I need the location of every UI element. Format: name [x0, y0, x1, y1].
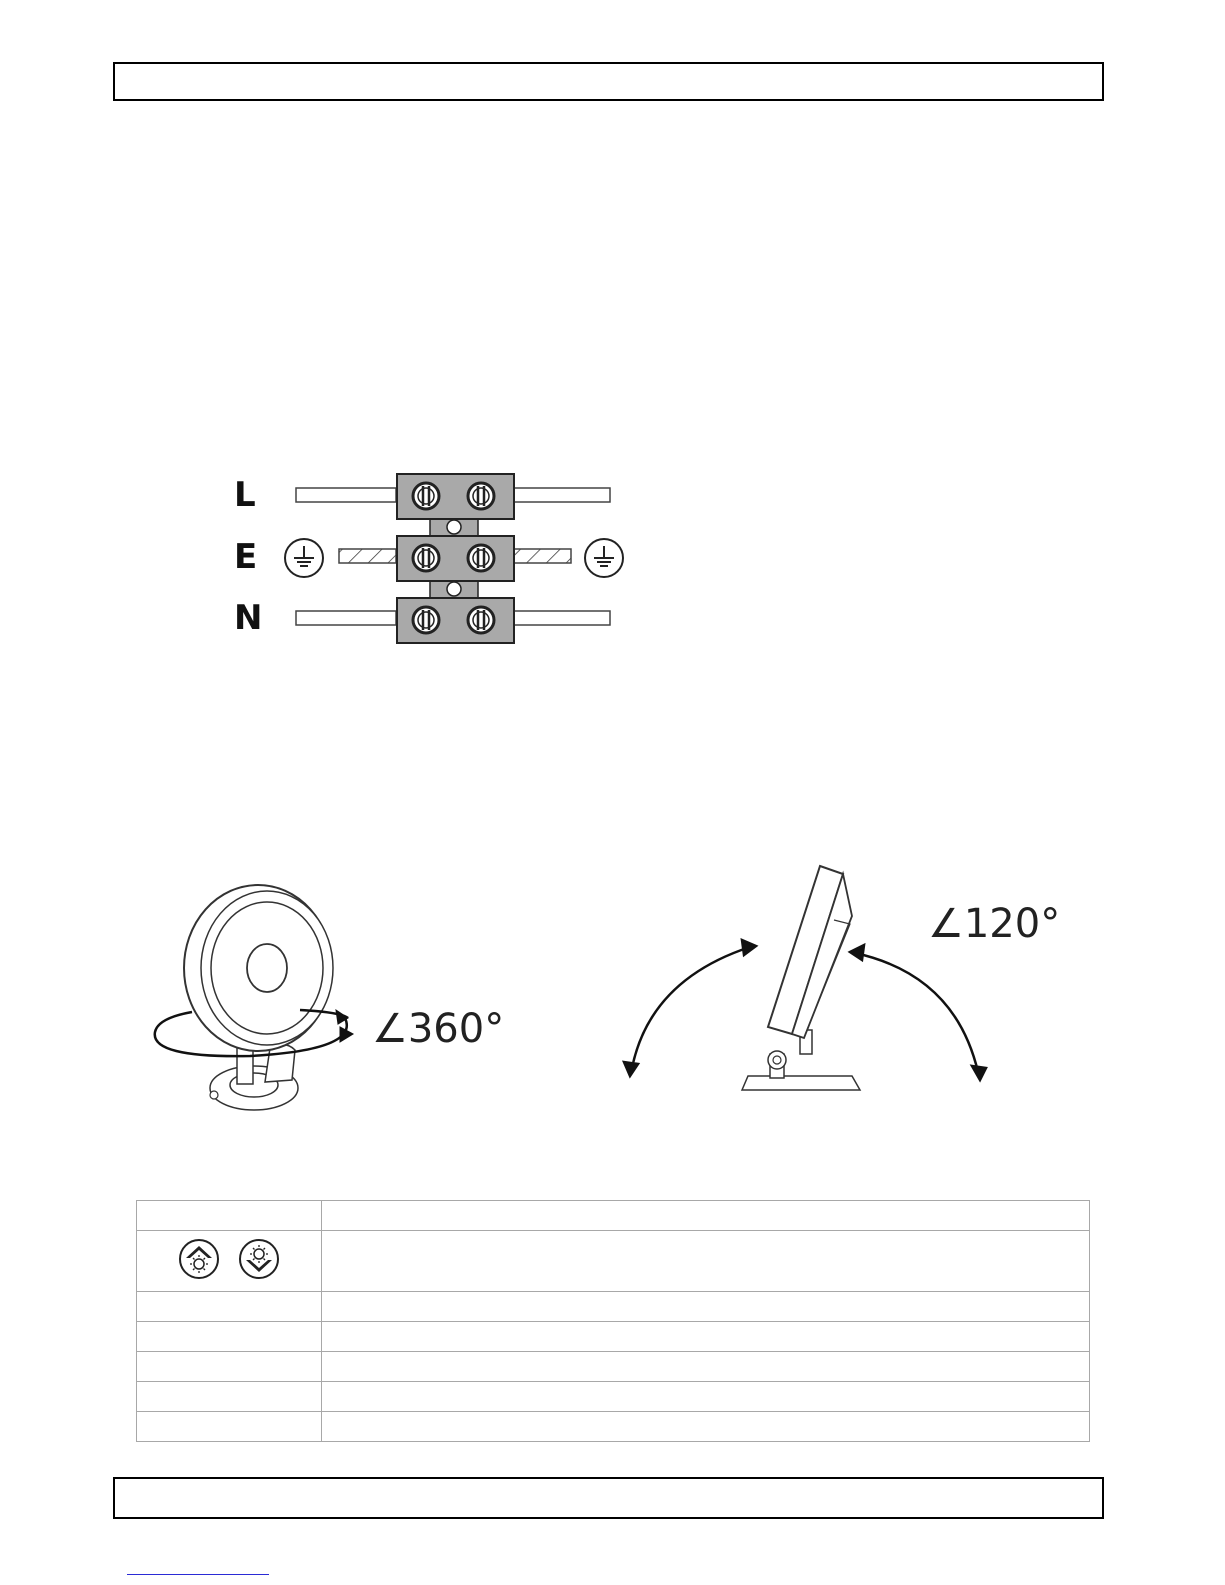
control-table [136, 1200, 1090, 1442]
table-key-cell [137, 1231, 322, 1292]
horizontal-angle-label: ∠360° [372, 1006, 505, 1052]
table-desc-cell [322, 1292, 1090, 1322]
table-desc-cell [322, 1201, 1090, 1231]
table-desc-cell [322, 1322, 1090, 1352]
rotation-360-figure [155, 885, 353, 1110]
table-key-cell [137, 1412, 322, 1442]
table-key-cell [137, 1201, 322, 1231]
table-key-cell [137, 1322, 322, 1352]
table-key-cell [137, 1292, 322, 1322]
brightness-up-button-icon [178, 1238, 220, 1280]
table-key-cell [137, 1352, 322, 1382]
footer-link-underline[interactable] [127, 1574, 269, 1575]
table-row [137, 1382, 1090, 1412]
footer-frame [113, 1477, 1104, 1519]
table-row [137, 1412, 1090, 1442]
wiring-diagram [234, 474, 623, 643]
brightness-down-button-icon [238, 1238, 280, 1280]
table-row [137, 1231, 1090, 1292]
vertical-angle-label: ∠120° [928, 901, 1061, 947]
table-row [137, 1352, 1090, 1382]
table-desc-cell [322, 1231, 1090, 1292]
table-row [137, 1201, 1090, 1231]
table-key-cell [137, 1382, 322, 1412]
terminal-label-live: L [234, 475, 256, 515]
table-row [137, 1292, 1090, 1322]
table-desc-cell [322, 1352, 1090, 1382]
table-desc-cell [322, 1412, 1090, 1442]
rotation-120-figure [742, 866, 860, 1090]
table-row [137, 1322, 1090, 1352]
table-desc-cell [322, 1382, 1090, 1412]
angle-icon: ∠ [928, 901, 964, 947]
angle-icon: ∠ [372, 1006, 408, 1052]
terminal-label-neutral: N [234, 598, 263, 638]
terminal-label-earth: E [234, 537, 258, 577]
